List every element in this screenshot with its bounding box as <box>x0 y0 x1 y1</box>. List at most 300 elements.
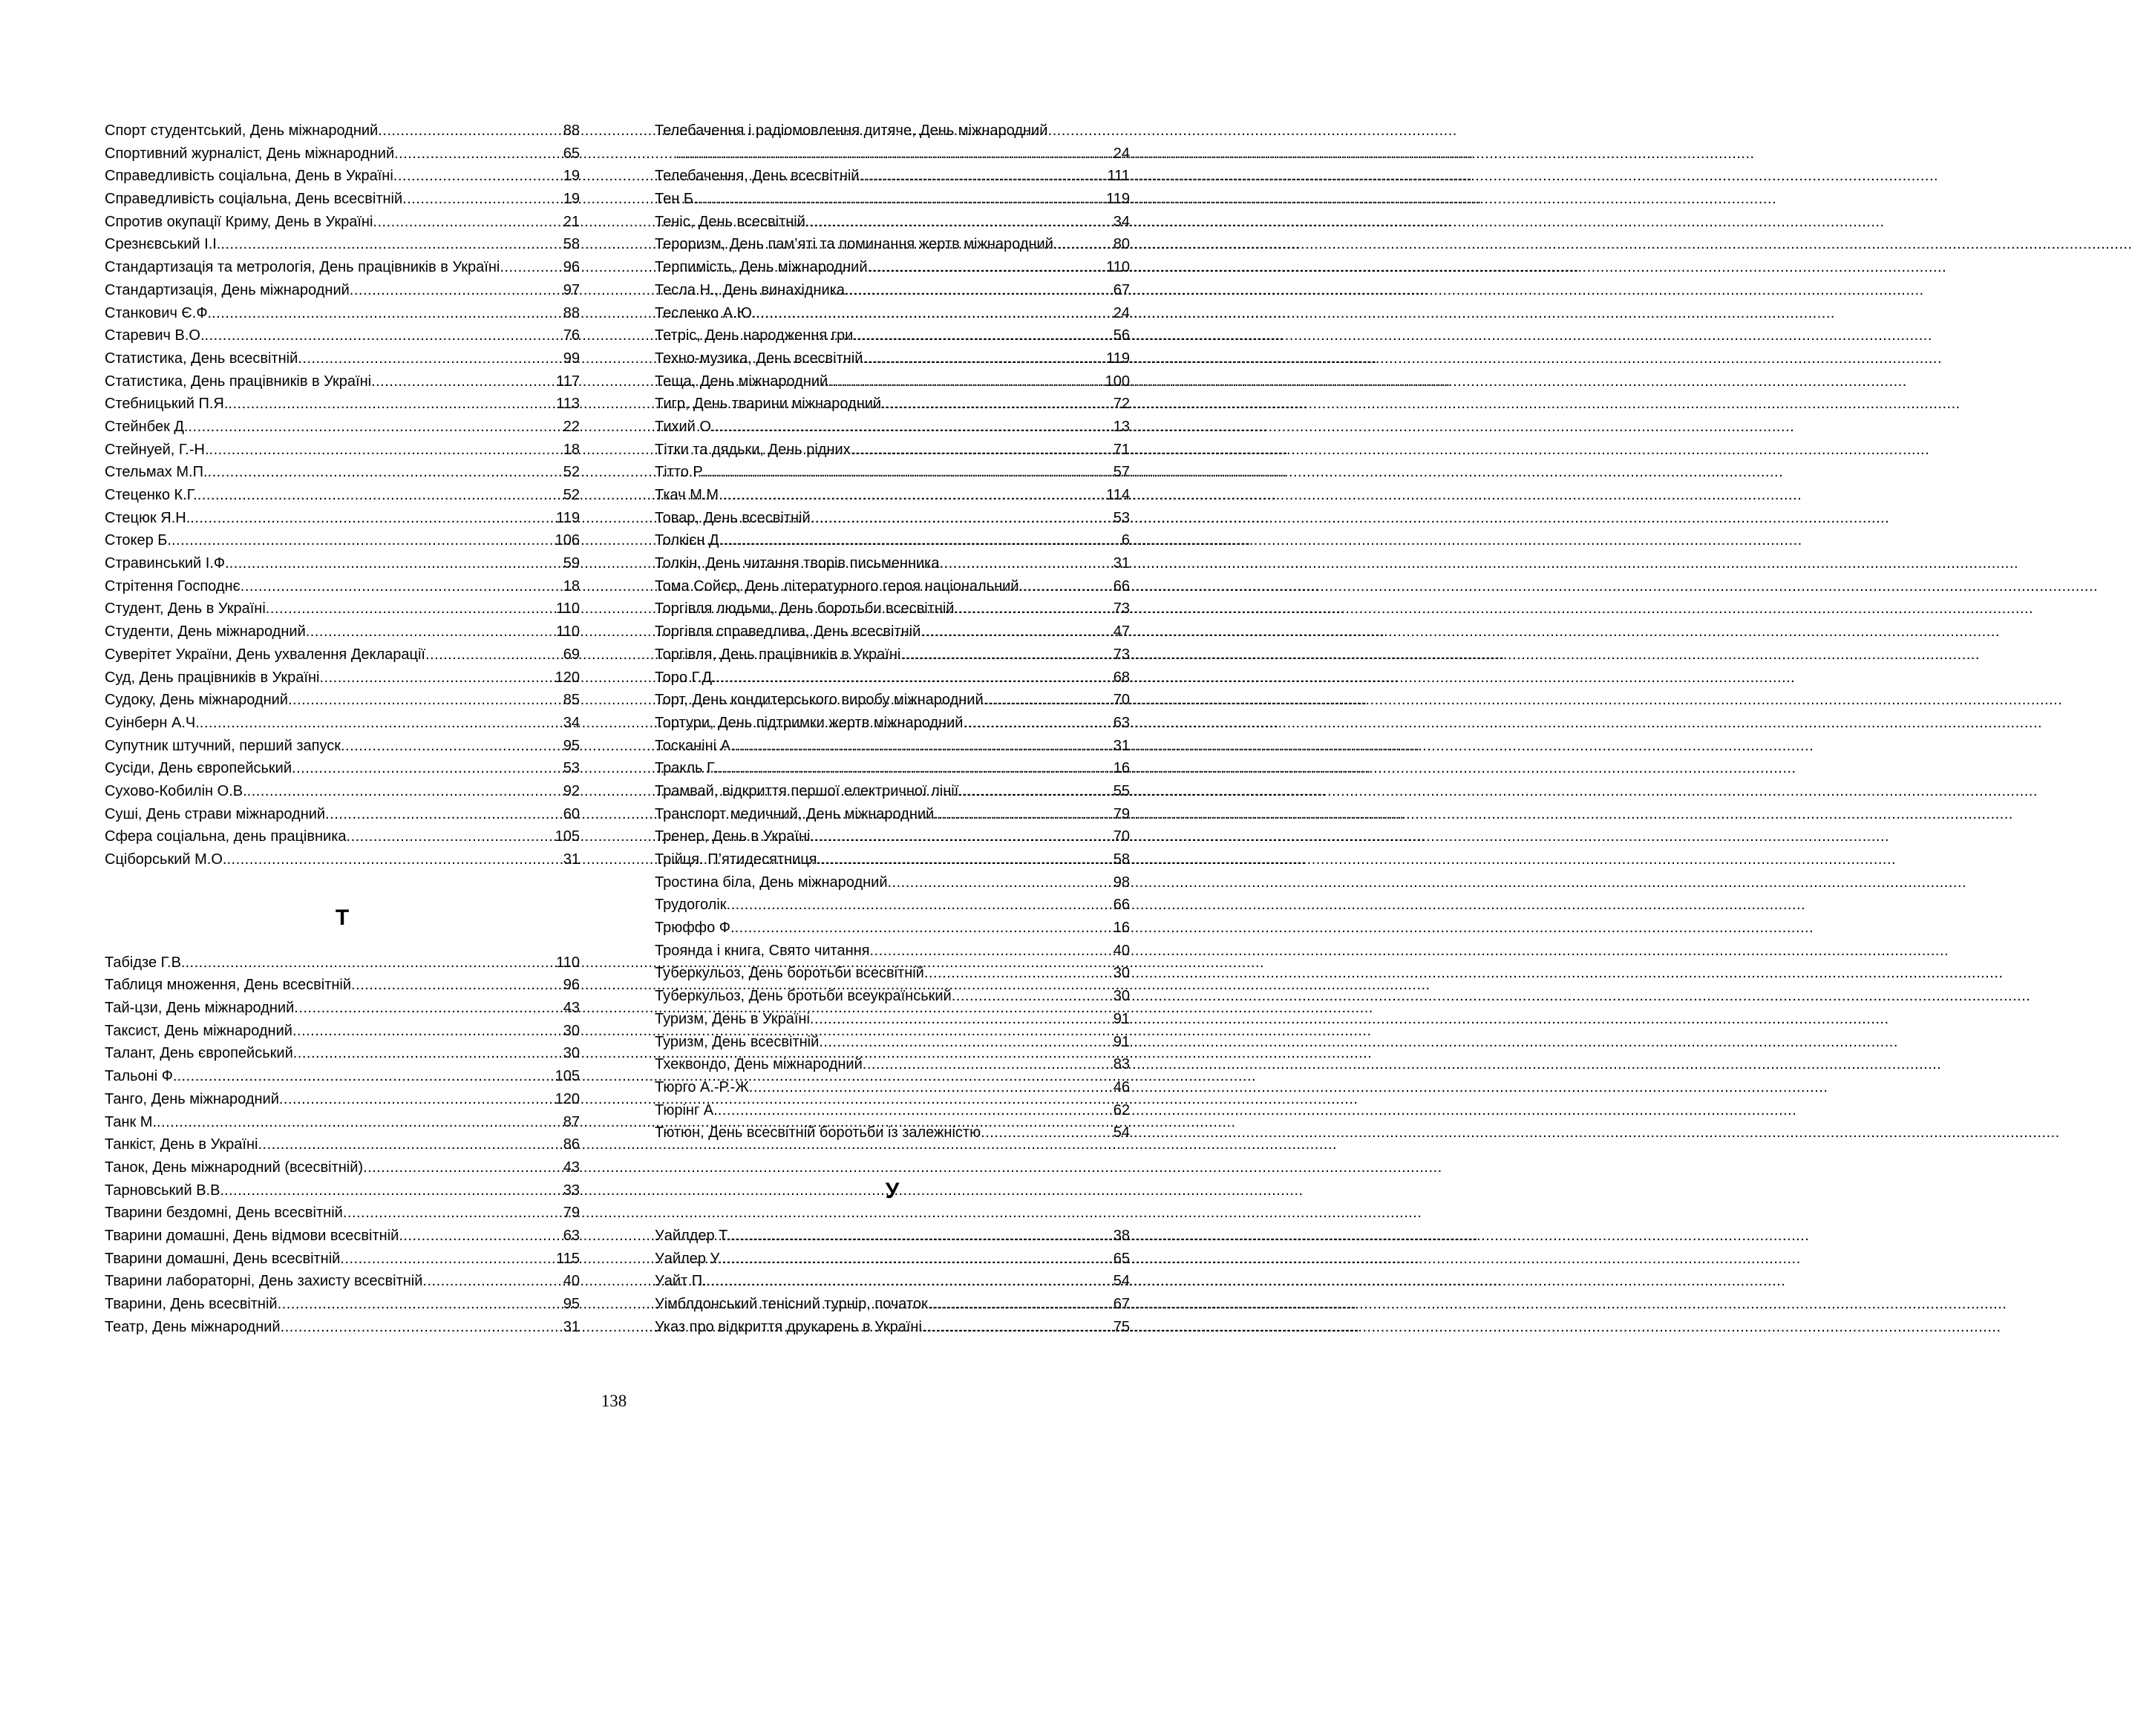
entry-leader <box>340 1248 556 1271</box>
entry-leader <box>197 484 563 507</box>
entry-page-number: 31 <box>563 851 580 868</box>
entry-term: Тюрго А.-Р.-Ж <box>655 1078 749 1095</box>
index-entry-wrapped <box>655 119 1130 165</box>
entry-page-number: 53 <box>563 760 580 777</box>
entry-term: Тигр, День тварини міжнародний <box>655 396 882 413</box>
entry-term: Статистика, День працівників в Україні <box>105 373 372 390</box>
entry-term: Туризм, День всесвітній <box>655 1033 820 1050</box>
entry-page-number: 53 <box>1113 509 1130 526</box>
entry-term: Стецюк Я.Н. <box>105 509 191 526</box>
entry-page-number: 87 <box>563 1113 580 1130</box>
index-entry <box>105 620 580 643</box>
entry-page-number: 30 <box>563 1045 580 1062</box>
entry-leader <box>293 1042 563 1065</box>
entry-leader <box>281 1316 563 1339</box>
entry-page-number: 52 <box>563 464 580 481</box>
entry-page-number: 68 <box>1113 669 1130 686</box>
entry-leader <box>749 1076 1114 1099</box>
entry-leader <box>819 1031 1113 1054</box>
index-entry <box>105 575 580 598</box>
index-entry <box>655 529 1130 552</box>
entry-leader <box>425 643 563 666</box>
entry-term: Судоку, День міжнародний <box>105 692 288 709</box>
entry-term: Справедливість соціальна, День в Україні <box>105 168 393 185</box>
entry-leader <box>1053 233 1114 256</box>
index-entry <box>655 393 1130 416</box>
entry-term: Тен Б. <box>655 191 698 208</box>
entry-leader <box>981 1121 1114 1144</box>
index-entry <box>105 370 580 393</box>
index-entry <box>105 552 580 575</box>
entry-leader <box>157 1111 563 1134</box>
t-entries-list <box>105 951 580 1339</box>
entry-page-number: 30 <box>1113 988 1130 1005</box>
entry-page-number: 105 <box>555 828 580 845</box>
entry-page-number: 16 <box>1113 760 1130 777</box>
entry-page-number: 96 <box>563 259 580 276</box>
entry-term: Стеценко К.Г. <box>105 487 197 503</box>
entry-leader <box>810 825 1113 848</box>
entry-page-number: 71 <box>1113 441 1130 458</box>
index-entry <box>105 529 580 552</box>
index-entry <box>655 347 1130 370</box>
entry-page-number: 31 <box>1113 737 1130 754</box>
entry-term: Трюффо Ф. <box>655 920 735 937</box>
entry-leader <box>266 597 556 620</box>
entry-page-number: 66 <box>1113 577 1130 595</box>
entry-term: Трудоголік <box>655 897 727 914</box>
index-entry <box>105 119 580 143</box>
index-entry <box>655 1121 1130 1144</box>
entry-leader <box>229 552 563 575</box>
entry-term: Торгівля людьми, День боротьби всесвітній <box>655 600 955 618</box>
entry-leader <box>735 917 1114 940</box>
entry-term: Тосканіні А. <box>655 737 735 754</box>
index-entry <box>105 689 580 712</box>
index-entry <box>105 1316 580 1339</box>
index-entry <box>655 757 1130 780</box>
index-entry <box>655 484 1130 507</box>
index-entry <box>655 507 1130 530</box>
entry-leader <box>500 256 563 279</box>
index-entry <box>655 1099 1130 1122</box>
entry-page-number: 67 <box>1113 281 1130 298</box>
entry-term: Тварини домашні, День відмови всесвітній <box>105 1227 399 1244</box>
index-entry <box>655 1316 1130 1339</box>
entry-page-number: 115 <box>556 1250 580 1267</box>
entry-term: Танго, День міжнародний <box>105 1090 279 1107</box>
entry-page-number: 96 <box>563 977 580 994</box>
entry-term: Тай-цзи, День міжнародний <box>105 1000 295 1017</box>
entry-term: Театр, День міжнародний <box>105 1318 281 1335</box>
entry-term: Сусіди, День європейський <box>105 760 292 777</box>
entry-leader <box>258 1133 563 1156</box>
entry-page-number: 117 <box>556 373 580 390</box>
entry-leader <box>952 985 1114 1008</box>
entry-term: Спротив окупації Криму, День в Україні <box>105 213 373 230</box>
entry-term: Торт, День кондитерського виробу міжнародний <box>655 692 984 709</box>
entry-term: Туберкульоз, День бротьби всеукраїнський <box>655 988 952 1005</box>
entry-term: Трійця. П’ятидесятниця <box>655 851 817 868</box>
index-entry <box>105 416 580 439</box>
letter-heading-t: Т <box>335 905 350 930</box>
entry-page-number: 79 <box>563 1205 580 1222</box>
entry-page-number: 19 <box>563 168 580 185</box>
index-entry <box>655 803 1130 826</box>
index-entry <box>655 370 1130 393</box>
entry-term: Торо Г.Д. <box>655 669 716 686</box>
entry-page-number: 34 <box>1113 213 1130 230</box>
index-entry <box>105 143 580 166</box>
entry-page-number: 58 <box>563 236 580 253</box>
entry-leader <box>402 188 563 211</box>
index-entry <box>105 1225 580 1248</box>
index-entry <box>655 1270 1130 1293</box>
entry-page-number: 52 <box>563 487 580 503</box>
entry-term: Тренер, День в Україні <box>655 828 811 845</box>
entry-page-number: 99 <box>563 350 580 367</box>
index-entry <box>655 1076 1130 1099</box>
entry-page-number: 21 <box>563 213 580 230</box>
entry-leader <box>924 962 1114 985</box>
index-entry <box>105 188 580 211</box>
entry-leader <box>939 552 1113 575</box>
entry-page-number: 19 <box>563 191 580 208</box>
entry-leader <box>200 712 563 735</box>
index-entry <box>655 188 1130 211</box>
index-entry <box>655 643 1130 666</box>
entry-leader <box>922 1316 1114 1339</box>
entry-term: Срезнєвський І.І. <box>105 236 221 253</box>
entry-term: Толкін, День читання творів письменника <box>655 555 940 572</box>
entry-term: Тетріс, День народження гри <box>655 327 854 344</box>
entry-page-number: 63 <box>563 1227 580 1244</box>
entry-term: Танок, День міжнародний (всесвітній) <box>105 1159 364 1176</box>
index-entry <box>105 848 580 871</box>
index-entry <box>655 597 1130 620</box>
entry-term: Трамвай, відкриття першої електричної лінії <box>655 782 959 799</box>
entry-page-number: 70 <box>1113 692 1130 709</box>
entry-leader <box>212 302 563 325</box>
entry-page-number: 18 <box>563 441 580 458</box>
entry-leader <box>900 643 1113 666</box>
index-entry <box>655 985 1130 1008</box>
entry-page-number: 24 <box>1113 145 1130 162</box>
index-entry <box>655 302 1130 325</box>
entry-leader <box>363 1156 563 1179</box>
entry-page-number: 72 <box>1113 396 1130 413</box>
entry-term: Таблиця множення, День всесвітній <box>105 977 352 994</box>
entry-leader <box>341 735 563 758</box>
entry-term: Табідзе Г.В. <box>105 954 186 971</box>
entry-leader <box>325 803 563 826</box>
entry-leader <box>228 393 556 416</box>
index-entry <box>105 1248 580 1271</box>
entry-leader <box>319 666 555 690</box>
entry-page-number: 47 <box>1113 623 1130 641</box>
entry-leader <box>350 279 563 302</box>
index-entry <box>655 712 1130 735</box>
entry-term: Стейнуей, Г.-Н. <box>105 441 209 458</box>
index-entry <box>105 974 580 997</box>
index-entry <box>655 1293 1130 1316</box>
entry-page-number: 6 <box>1121 532 1130 549</box>
index-entry <box>105 324 580 347</box>
entry-page-number: 33 <box>563 1182 580 1199</box>
index-column-right <box>655 119 1130 1338</box>
entry-term: Туризм, День в Україні <box>655 1010 810 1027</box>
entry-term: Спортивний журналіст, День міжнародний <box>105 145 395 162</box>
entry-page-number: 63 <box>1113 714 1130 731</box>
index-entry <box>105 1156 580 1179</box>
entry-term: Спорт студентський, День міжнародний <box>105 122 379 139</box>
index-entry <box>105 666 580 690</box>
index-entry <box>655 1031 1130 1054</box>
entry-leader <box>921 620 1113 643</box>
index-entry <box>655 620 1130 643</box>
entry-leader <box>716 416 1114 439</box>
entry-page-number: 97 <box>563 281 580 298</box>
entry-leader <box>208 461 563 484</box>
entry-page-number: 30 <box>1113 965 1130 982</box>
entry-term: Теніс, День всесвітній <box>655 213 805 230</box>
entry-leader <box>718 1099 1114 1122</box>
index-column-left <box>105 119 580 1338</box>
entry-term: Торгівля справедлива, День всесвітній <box>655 623 921 641</box>
entry-page-number: 40 <box>1113 942 1130 959</box>
index-entry <box>105 1270 580 1293</box>
entry-term: Уайлер У. <box>655 1250 722 1267</box>
entry-term: Тюрінг А. <box>655 1101 718 1118</box>
index-entry <box>655 461 1130 484</box>
s-entries-list <box>105 119 580 871</box>
index-entry <box>105 439 580 462</box>
entry-leader <box>723 484 1106 507</box>
index-entry <box>105 735 580 758</box>
entry-leader <box>351 974 563 997</box>
index-entry <box>105 780 580 803</box>
entry-term: Тварини бездомні, День всесвітній <box>105 1205 343 1222</box>
entry-page-number: 110 <box>556 623 580 641</box>
index-entry <box>105 1202 580 1225</box>
entry-term: Терпимість, День міжнародний <box>655 259 868 276</box>
entry-page-number: 83 <box>1113 1056 1130 1073</box>
entry-leader <box>422 1270 563 1293</box>
entry-leader <box>306 620 556 643</box>
index-entry <box>655 233 1130 256</box>
entry-term: Транспорт медичний, День міжнародний <box>655 805 935 822</box>
entry-term: Уайлдер Т. <box>655 1227 730 1244</box>
entry-term: Старевич В.О. <box>105 327 205 344</box>
index-entry <box>105 1133 580 1156</box>
entry-page-number: 114 <box>1106 487 1130 503</box>
index-entry <box>655 940 1130 963</box>
entry-term: Стандартизація, День міжнародний <box>105 281 350 298</box>
entry-leader <box>888 871 1114 894</box>
entry-term: Телебачення і радіомовлення дитяче, День міжнародний <box>655 122 1048 139</box>
entry-page-number: 73 <box>1113 646 1130 663</box>
entry-leader <box>288 689 563 712</box>
entry-leader <box>707 1270 1114 1293</box>
entry-term: Танкіст, День в Україні <box>105 1136 258 1153</box>
index-entry <box>105 256 580 279</box>
entry-leader <box>984 689 1114 712</box>
entry-term: Троянда і книга, Свято читання <box>655 942 870 959</box>
entry-page-number: 69 <box>563 646 580 663</box>
entry-term: Справедливість соціальна, День всесвітній <box>105 191 403 208</box>
entry-leader <box>241 575 563 598</box>
entry-term: Суші, День страви міжнародний <box>105 805 326 822</box>
entry-page-number: 92 <box>563 782 580 799</box>
entry-term: Телебачення, День всесвітній <box>655 168 860 185</box>
entry-term: Тварини, День всесвітній <box>105 1296 278 1312</box>
entry-leader <box>963 712 1113 735</box>
entry-leader <box>224 1179 563 1202</box>
entry-leader <box>869 940 1113 963</box>
entry-term: Стравинський І.Ф. <box>105 555 229 572</box>
entry-term: Супутник штучний, перший запуск <box>105 737 341 754</box>
index-entry <box>105 1111 580 1134</box>
entry-leader <box>343 1202 563 1225</box>
entry-term: Тесленко А.Ю. <box>655 304 756 321</box>
index-entry <box>655 666 1130 690</box>
entry-page-number: 88 <box>563 122 580 139</box>
entry-page-number: 66 <box>1113 897 1130 914</box>
index-entry <box>105 1179 580 1202</box>
entry-page-number: 62 <box>1113 1101 1130 1118</box>
entry-term: Сфера соціальна, день працівника <box>105 828 347 845</box>
entry-leader <box>177 1065 555 1088</box>
entry-page-number: 73 <box>1113 600 1130 618</box>
entry-page-number: 113 <box>556 396 580 413</box>
entry-term: Таксист, День міжнародний <box>105 1022 292 1039</box>
entry-leader <box>810 1008 1114 1031</box>
u-entries-list <box>655 1225 1130 1338</box>
entry-page-number: 13 <box>1113 418 1130 435</box>
entry-leader <box>851 439 1114 462</box>
entry-leader <box>881 393 1114 416</box>
entry-term: Тітто Р. <box>655 464 704 481</box>
entry-leader <box>817 848 1114 871</box>
entry-leader <box>853 324 1113 347</box>
index-entry <box>655 780 1130 803</box>
entry-leader <box>394 143 563 166</box>
entry-page-number: 111 <box>1107 168 1130 185</box>
index-entry <box>105 1065 580 1088</box>
entry-page-number: 76 <box>563 327 580 344</box>
index-entry <box>105 951 580 975</box>
entry-term: Суд, День працівників в Україні <box>105 669 320 686</box>
entry-term: Тесла Н., День винахідника <box>655 281 845 298</box>
entry-page-number: 98 <box>1113 874 1130 891</box>
entry-page-number: 95 <box>563 1296 580 1312</box>
index-entry <box>655 324 1130 347</box>
entry-page-number: 65 <box>563 145 580 162</box>
entry-leader <box>209 439 563 462</box>
entry-page-number: 86 <box>563 1136 580 1153</box>
entry-term: Суінберн А.Ч. <box>105 714 200 731</box>
entry-page-number: 106 <box>555 532 580 549</box>
index-entry <box>105 211 580 234</box>
entry-page-number: 58 <box>1113 851 1130 868</box>
index-entry <box>655 165 1130 188</box>
entry-leader <box>716 666 1114 690</box>
letter-heading-u: У <box>885 1178 900 1203</box>
entry-page-number: 56 <box>1113 327 1130 344</box>
entry-term: Тракль Г. <box>655 760 717 777</box>
entry-leader <box>188 416 563 439</box>
entry-page-number: 24 <box>1113 304 1130 321</box>
entry-page-number: 120 <box>555 669 580 686</box>
entry-term: Тростина біла, День міжнародний <box>655 874 888 891</box>
entry-page-number: 95 <box>563 737 580 754</box>
entry-page-number: 105 <box>555 1068 580 1085</box>
entry-leader <box>278 1293 563 1316</box>
entry-page-number: 80 <box>1113 236 1130 253</box>
entry-term: Суверітет України, День ухвалення Декларації <box>105 646 425 663</box>
entry-leader <box>958 780 1113 803</box>
entry-page-number: 57 <box>1113 464 1130 481</box>
index-entry <box>105 825 580 848</box>
entry-leader <box>399 1225 563 1248</box>
entry-term: Талант, День європейський <box>105 1045 293 1062</box>
index-entry <box>655 1225 1130 1248</box>
entry-term: Уімблдонський тенісний турнір, початок <box>655 1296 928 1312</box>
entry-term: Тютюн, День всесвітній боротьби із залежністю <box>655 1124 981 1141</box>
entry-leader <box>868 256 1107 279</box>
entry-leader <box>226 848 563 871</box>
entry-leader <box>863 1053 1114 1076</box>
entry-term: Стебницький П.Я. <box>105 396 229 413</box>
entry-leader <box>859 165 1107 188</box>
entry-page-number: 55 <box>1113 782 1130 799</box>
entry-term: Торгівля, День працівників в Україні <box>655 646 901 663</box>
entry-page-number: 110 <box>556 954 580 971</box>
index-entry <box>105 1042 580 1065</box>
entry-leader <box>730 1225 1114 1248</box>
entry-page-number: 31 <box>1113 555 1130 572</box>
entry-leader <box>220 233 563 256</box>
entry-term: Стокер Б. <box>105 532 171 549</box>
entry-leader <box>294 997 563 1020</box>
entry-leader <box>805 211 1114 234</box>
entry-page-number: 110 <box>556 600 580 618</box>
entry-page-number: 22 <box>563 418 580 435</box>
index-entry <box>655 848 1130 871</box>
entry-term: Техно-музика, День всесвітній <box>655 350 863 367</box>
entry-leader <box>954 597 1113 620</box>
entry-page-number: 120 <box>555 1090 580 1107</box>
index-entry <box>655 1053 1130 1076</box>
entry-page-number: 60 <box>563 805 580 822</box>
entry-leader <box>727 894 1114 917</box>
entry-term: Танк М. <box>105 1113 157 1130</box>
entry-leader <box>292 757 563 780</box>
entry-leader <box>185 951 556 975</box>
entry-leader <box>756 302 1113 325</box>
index-entry <box>655 575 1130 598</box>
entry-term: Тортури, День підтримки жертв міжнародний <box>655 714 964 731</box>
entry-term: Указ про відкриття друкарень в Україні <box>655 1318 922 1335</box>
index-entry <box>655 735 1130 758</box>
index-entry <box>105 643 580 666</box>
entry-page-number: 85 <box>563 692 580 709</box>
entry-page-number: 59 <box>563 555 580 572</box>
entry-page-number: 100 <box>1105 373 1130 390</box>
entry-page-number: 54 <box>1113 1273 1130 1290</box>
index-entry <box>105 347 580 370</box>
entry-term: Тітки та дядьки, День рідних <box>655 441 851 458</box>
